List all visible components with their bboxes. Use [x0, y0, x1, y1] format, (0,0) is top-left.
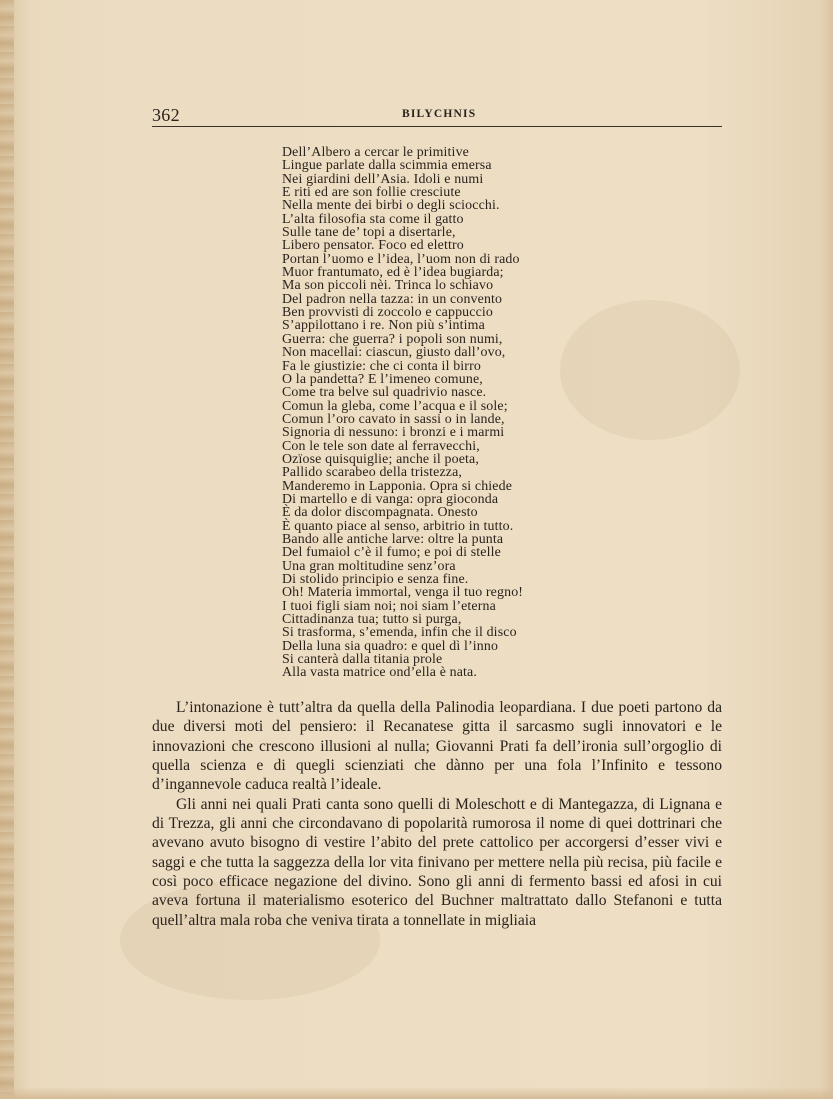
poem-line: Pallido scarabeo della tristezza, — [282, 465, 463, 481]
paragraph: L’intonazione è tutt’altra da quella della Palinodia leopardiana. I due poeti partono da due diversi moti del pensiero: il Recanatese gitta il sarcasmo sugli innovatori e le innovazioni che crescono illusioni al nulla; Giovanni Prati fa dell’ironia sull’orgoglio di quella scienza e di quegli scienziati che dànno per una fola l’Infinito e tessono d’ingannevole caduca realtà l’ideale. — [152, 699, 722, 794]
header-rule — [152, 126, 722, 127]
paper-stain — [560, 300, 740, 440]
poem-line: Nella mente dei birbi o degli sciocchi. — [282, 198, 500, 214]
poem-line: Lingue parlate dalla scimmia emersa — [282, 158, 492, 174]
poem-line: Portan l’uomo e l’idea, l’uom non di rado — [282, 251, 520, 267]
poem-line: Dell’Albero a cercar le primitive — [282, 145, 469, 160]
poem-line: Manderemo in Lapponia. Opra si chiede — [282, 478, 513, 494]
poem-line: Fa le giustizie: che ci conta il birro — [282, 358, 481, 374]
poem-line: Del padron nella tazza: in un convento — [282, 291, 503, 307]
poem-line: L’alta filosofia sta come il gatto — [282, 211, 464, 227]
poem-line: Guerra: che guerra? i popoli son numi, — [282, 331, 503, 347]
poem-line: Si trasforma, s’emenda, infin che il disco — [282, 625, 517, 641]
page-number: 362 — [152, 105, 180, 125]
poem-line: Comun la gleba, come l’acqua e il sole; — [282, 398, 508, 414]
poem-line: Nei giardini dell’Asia. Idoli e numi — [282, 171, 484, 187]
running-title: BILYCHNIS — [402, 108, 477, 120]
poem-line: Si canterà dalla titania prole — [282, 652, 443, 668]
poem-line: O la pandetta? E l’imeneo comune, — [282, 371, 483, 387]
poem-line: Con le tele son date al ferravecchi, — [282, 438, 480, 454]
page-bottom-shadow — [0, 1087, 833, 1099]
poem-line: Signoria di nessuno: i bronzi e i marmi — [282, 425, 505, 441]
poem-line: Sulle tane de’ topi a disertarle, — [282, 225, 456, 241]
poem-line: Ma son piccoli nèi. Trinca lo schiavo — [282, 278, 494, 294]
poem-line: Cittadinanza tua; tutto si purga, — [282, 612, 462, 628]
poem-line: Del fumaiol c’è il fumo; e poi di stelle — [282, 545, 501, 561]
poem-line: Muor frantumato, ed è l’idea bugiarda; — [282, 265, 504, 281]
poem-line: Non macellai: ciascun, giusto dall’ovo, — [282, 345, 506, 361]
poem-line: Bando alle antiche larve: oltre la punta — [282, 531, 504, 547]
prose-block — [152, 698, 722, 930]
worn-left-edge — [0, 0, 14, 1099]
poem-line: I tuoi figli siam noi; noi siam l’eterna — [282, 598, 496, 614]
poem-line: È quanto piace al senso, arbitrio in tutto. — [282, 518, 514, 534]
paragraph: Gli anni nei quali Prati canta sono quelli di Moleschott e di Mantegazza, di Lignana e di Trezza, gli anni che circondavano di popolarità rumorosa il nome di quei dottrinari che avevano avuto bisogno di vestire l’abito del prete cattolico per accorgersi d’esser vivi e saggi e che tutta la saggezza della lor vita finivano per mettere nella più recisa, più facile e così poco efficace negazione del divino. Sono gli anni di fermento bassi ed afosi in cui aveva fortuna il materialismo esoterico del Buchner maltrattato dallo Stefanoni e tutta quell’altra mala roba che veniva tirata a tonnellate in migliaia — [152, 795, 722, 929]
poem-line: Di martello e di vanga: opra gioconda — [282, 491, 499, 507]
poem-line: Come tra belve sul quadrivio nasce. — [282, 385, 487, 401]
poem-line: Comun l’oro cavato in sassi o in lande, — [282, 411, 505, 427]
poem-line: E riti ed are son follie cresciute — [282, 185, 461, 201]
poem-line: Oh! Materia immortal, venga il tuo regno! — [282, 585, 524, 601]
poem-line: Di stolido principio e senza fine. — [282, 572, 469, 587]
poem-line: Ben provvisti di zoccolo e cappuccio — [282, 305, 493, 321]
poem-line: Ozïose quisquiglie; anche il poeta, — [282, 451, 479, 467]
poem-line: Alla vasta matrice ond’ella è nata. — [282, 665, 477, 681]
poem-line: Una gran moltitudine senz’ora — [282, 558, 456, 574]
poem-line: Libero pensator. Foco ed elettro — [282, 238, 464, 254]
poem-line: Della luna sia quadro: e quel dì l’inno — [282, 638, 499, 654]
poem-line: S’appilottano i re. Non più s’intima — [282, 318, 485, 334]
poem-block — [282, 146, 582, 680]
poem-line: È da dolor discompagnata. Onesto — [282, 505, 478, 521]
